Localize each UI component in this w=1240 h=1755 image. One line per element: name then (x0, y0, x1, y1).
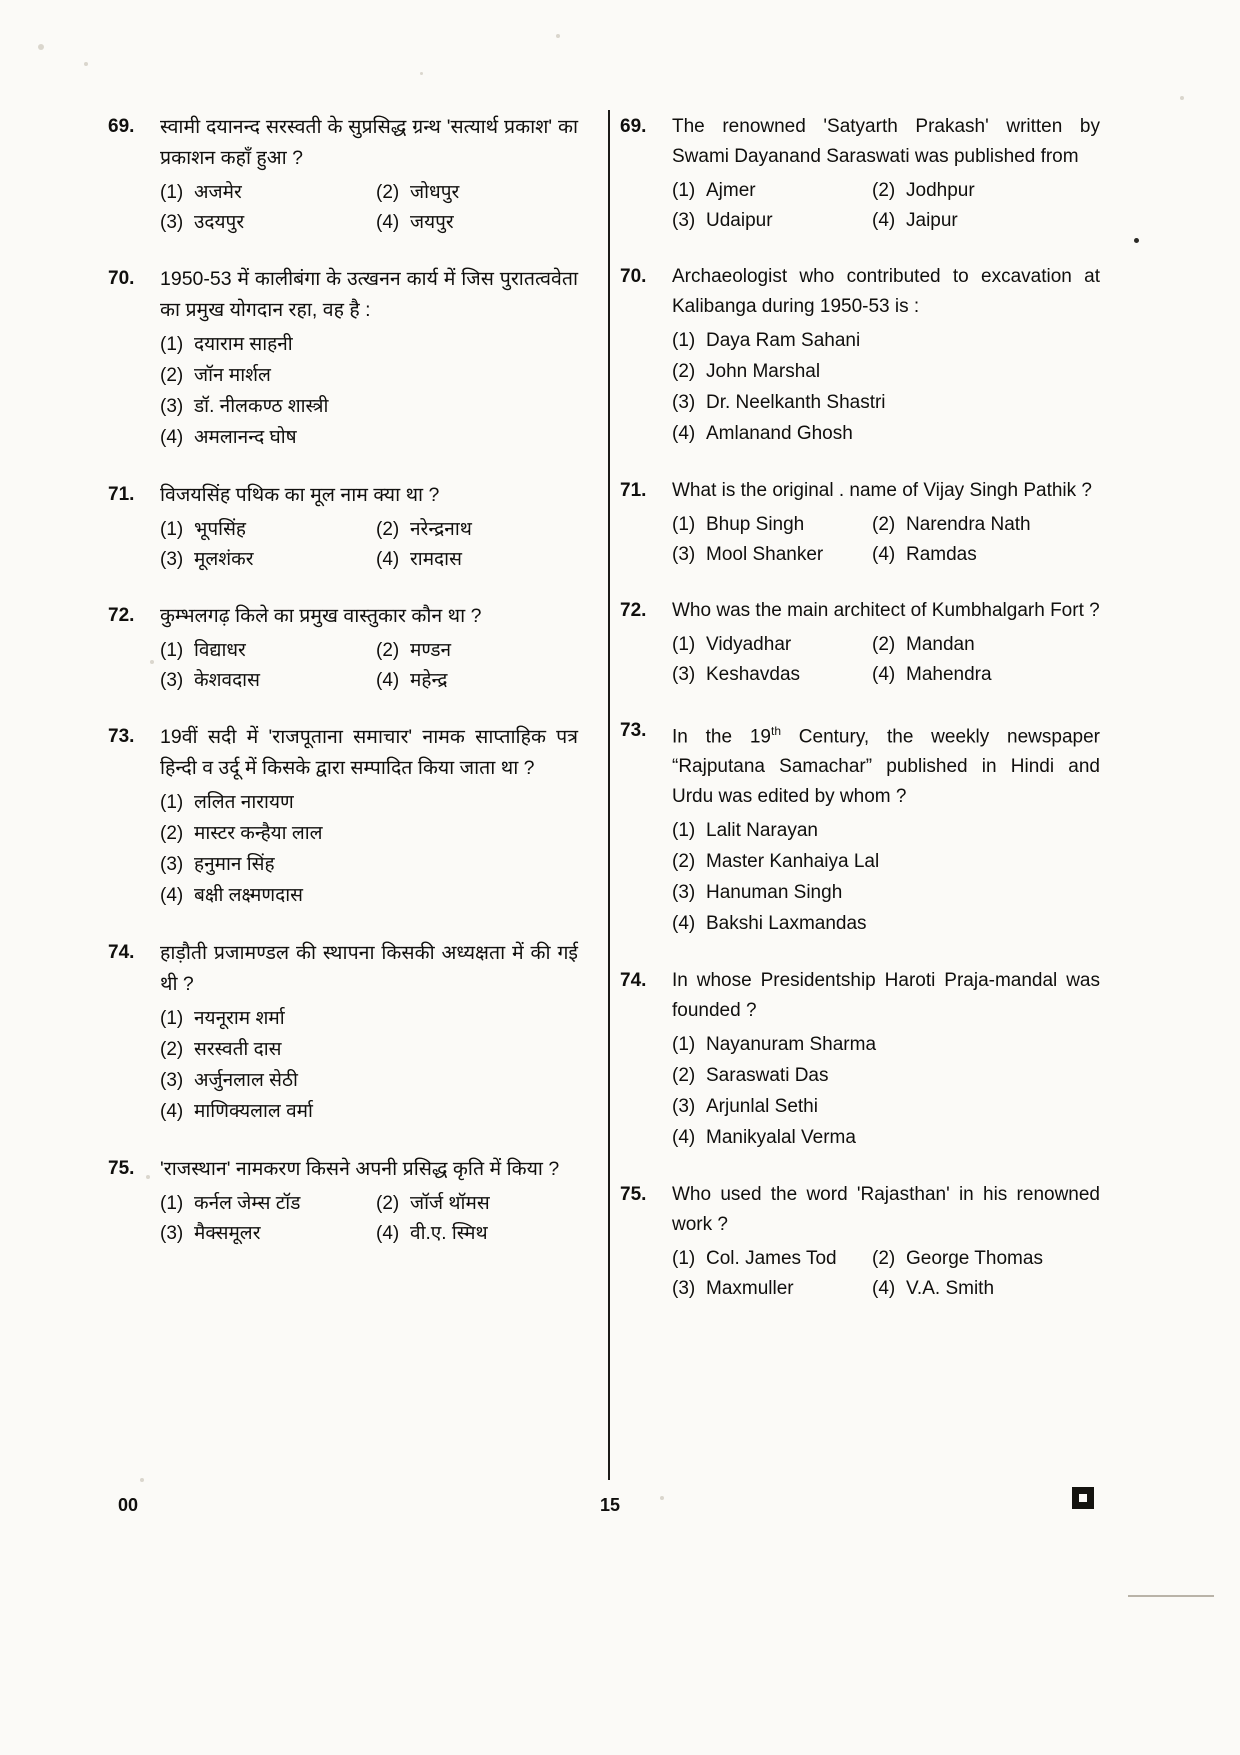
question-stem: Who was the main architect of Kumbhalgarh Fort ? (672, 600, 1100, 621)
option-text: Saraswati Das (706, 1065, 829, 1087)
option-3[interactable] (672, 878, 842, 908)
option-label: (2) (672, 851, 696, 873)
question-number: 69. (620, 116, 647, 137)
option-4[interactable] (872, 206, 958, 236)
option-label: (4) (672, 1127, 696, 1149)
option-2[interactable] (872, 1244, 1043, 1274)
option-text: रामदास (410, 549, 462, 570)
option-1[interactable] (672, 510, 872, 540)
question-stem: 'राजस्थान' नामकरण किसने अपनी प्रसिद्ध कृति में किया ? (160, 1158, 560, 1180)
option-text: महेन्द्र (410, 670, 448, 691)
option-text: John Marshal (706, 361, 821, 382)
question-70-hindi (108, 264, 578, 454)
option-text: हनुमान सिंह (194, 854, 275, 875)
option-text: मैक्समूलर (194, 1223, 261, 1244)
option-text: George Thomas (906, 1248, 1043, 1270)
option-label: (4) (672, 423, 696, 444)
column-divider (608, 110, 610, 1480)
question-number: 73. (108, 726, 135, 747)
option-label: (3) (160, 212, 184, 233)
question-stem: कुम्भलगढ़ किले का प्रमुख वास्तुकार कौन था ? (160, 605, 482, 627)
option-3[interactable] (672, 388, 886, 418)
option-text: कर्नल जेम्स टॉड (194, 1193, 301, 1214)
question-72-hindi (108, 601, 578, 696)
question-stem (672, 716, 1100, 812)
option-label: (1) (672, 330, 696, 351)
option-label: (4) (872, 664, 896, 685)
option-label: (3) (160, 396, 184, 417)
option-1[interactable] (160, 1189, 376, 1219)
option-text: दयाराम साहनी (194, 334, 293, 355)
option-4[interactable] (376, 666, 447, 696)
option-text: Bakshi Laxmandas (706, 913, 867, 935)
option-1[interactable] (672, 630, 872, 660)
option-text: Master Kanhaiya Lal (706, 851, 880, 873)
option-text: अर्जुनलाल सेठी (194, 1070, 298, 1091)
option-4[interactable] (160, 423, 297, 453)
option-text: माणिक्यलाल वर्मा (194, 1101, 313, 1122)
option-text: Nayanuram Sharma (706, 1034, 877, 1056)
question-number: 71. (108, 484, 135, 505)
option-1[interactable] (160, 788, 294, 818)
option-3[interactable] (672, 540, 872, 570)
options-list (160, 788, 578, 912)
option-label: (3) (160, 670, 184, 691)
option-4[interactable] (160, 881, 303, 911)
option-label: (2) (672, 1065, 696, 1087)
option-text: मास्टर कन्हैया लाल (194, 823, 323, 844)
option-text: Hanuman Singh (706, 882, 843, 904)
question-number: 69. (108, 116, 135, 137)
option-2[interactable] (160, 361, 271, 391)
option-3[interactable] (160, 1219, 376, 1249)
question-stem: Archaeologist who contributed to excavation at Kalibanga during 1950-53 is : (672, 266, 1100, 317)
option-label: (3) (672, 544, 696, 565)
option-label: (2) (160, 365, 184, 386)
option-label: (3) (672, 1278, 696, 1300)
options-list (160, 330, 578, 454)
question-number: 74. (620, 970, 647, 992)
end-marker-icon (1072, 1487, 1094, 1509)
option-label: (2) (872, 180, 896, 201)
option-1[interactable] (160, 330, 293, 360)
option-label: (4) (872, 544, 896, 565)
option-label: (3) (672, 210, 696, 231)
option-text: भूपसिंह (194, 519, 247, 540)
option-2[interactable] (160, 819, 323, 849)
option-text: सरस्वती दास (194, 1039, 282, 1060)
option-text: बक्षी लक्ष्मणदास (194, 885, 303, 906)
option-text: डॉ. नीलकण्ठ शास्त्री (194, 396, 329, 417)
option-3[interactable] (672, 206, 872, 236)
question-number: 75. (620, 1184, 647, 1206)
option-text: Mool Shanker (706, 544, 824, 565)
question-stem: 1950-53 में कालीबंगा के उत्खनन कार्य में जिस पुरातत्ववेता का प्रमुख योगदान रहा, वह है : (160, 268, 578, 321)
scan-speck (140, 1478, 144, 1482)
option-text: उदयपुर (194, 212, 245, 233)
option-3[interactable] (160, 208, 376, 238)
question-number: 70. (108, 268, 135, 289)
option-4[interactable] (376, 545, 462, 575)
question-number: 71. (620, 480, 647, 501)
option-2[interactable] (160, 1035, 281, 1065)
scan-speck (1180, 96, 1184, 100)
option-2[interactable] (376, 178, 459, 208)
question-75-english (620, 1180, 1100, 1304)
option-label: (1) (672, 1248, 696, 1270)
stem-part-post: Century, the weekly newspaper “Rajputana Samachar” published in Hindi and Urdu was edited by whom ? (672, 726, 1100, 808)
option-label: (2) (376, 519, 400, 540)
option-label: (4) (376, 212, 400, 233)
option-1[interactable] (160, 636, 376, 666)
stem-ordinal-suffix: th (770, 724, 781, 738)
option-text: Lalit Narayan (706, 820, 818, 842)
question-stem: In whose Presidentship Haroti Praja-mandal was founded ? (672, 970, 1100, 1022)
option-label: (4) (160, 1101, 184, 1122)
option-text: मूलशंकर (194, 549, 254, 570)
option-3[interactable] (672, 660, 872, 690)
option-2[interactable] (672, 847, 879, 877)
question-70-english (620, 262, 1100, 450)
question-74-hindi (108, 938, 578, 1128)
option-2[interactable] (872, 176, 975, 206)
option-text: जॉर्ज थॉमस (410, 1193, 490, 1214)
option-2[interactable] (872, 510, 1031, 540)
option-label: (4) (376, 670, 400, 691)
option-2[interactable] (376, 636, 451, 666)
option-label: (1) (672, 634, 696, 655)
options-list (672, 630, 1100, 690)
option-label: (1) (160, 334, 184, 355)
option-text: नयनूराम शर्मा (194, 1008, 285, 1029)
option-label: (3) (160, 1070, 184, 1091)
option-text: केशवदास (194, 670, 260, 691)
option-label: (4) (376, 1223, 400, 1244)
option-label: (3) (160, 549, 184, 570)
options-list (672, 816, 1100, 940)
question-number: 73. (620, 720, 647, 741)
option-label: (2) (160, 1039, 184, 1060)
option-1[interactable] (672, 816, 818, 846)
option-3[interactable] (160, 850, 275, 880)
question-number: 75. (108, 1158, 135, 1179)
option-text: ललित नारायण (194, 792, 294, 813)
option-1[interactable] (672, 1030, 876, 1060)
question-number: 72. (108, 605, 135, 626)
stem-part-pre: In the (672, 726, 750, 748)
option-4[interactable] (872, 1274, 994, 1304)
option-label: (3) (160, 1223, 184, 1244)
option-4[interactable] (376, 208, 454, 238)
question-stem: 19वीं सदी में 'राजपूताना समाचार' नामक साप्ताहिक पत्र हिन्दी व उर्दू में किसके द्वारा सम्पादित किया जाता था ? (160, 726, 578, 779)
question-stem: The renowned 'Satyarth Prakash' written by Swami Dayanand Saraswati was published from (672, 116, 1100, 167)
option-2[interactable] (376, 1189, 490, 1219)
options-list (160, 515, 578, 575)
option-3[interactable] (672, 1092, 818, 1122)
options-list (672, 1030, 1100, 1154)
option-label: (2) (872, 514, 896, 535)
page-footer (0, 1495, 1240, 1525)
option-label: (2) (376, 182, 400, 203)
option-1[interactable] (160, 178, 376, 208)
option-3[interactable] (160, 666, 376, 696)
question-number: 72. (620, 600, 647, 621)
option-4[interactable] (376, 1219, 488, 1249)
option-text: नरेन्द्रनाथ (410, 519, 472, 540)
stem-century-number: 19 (749, 726, 771, 748)
option-2[interactable] (672, 1061, 829, 1091)
options-list (672, 176, 1100, 236)
scan-speck (84, 62, 88, 66)
option-text: Jodhpur (906, 180, 975, 201)
option-3[interactable] (160, 545, 376, 575)
option-label: (4) (672, 913, 696, 935)
option-4[interactable] (672, 1123, 856, 1153)
booklet-code: 00 (118, 1495, 139, 1515)
option-label: (1) (672, 1034, 696, 1056)
option-text: विद्याधर (194, 640, 246, 661)
option-label: (3) (672, 1096, 696, 1118)
options-list (672, 1244, 1100, 1304)
option-text: Mandan (906, 634, 975, 655)
english-column (620, 112, 1100, 1330)
option-1[interactable] (672, 326, 860, 356)
option-text: जॉन मार्शल (194, 365, 271, 386)
hindi-column (108, 112, 578, 1275)
question-72-english (620, 596, 1100, 690)
option-text: Udaipur (706, 210, 773, 231)
option-label: (4) (160, 885, 184, 906)
option-text: अमलानन्द घोष (194, 427, 297, 448)
options-list (160, 636, 578, 696)
option-text: वी.ए. स्मिथ (410, 1223, 488, 1244)
question-stem: हाड़ौती प्रजामण्डल की स्थापना किसकी अध्यक्षता में की गई थी ? (160, 942, 578, 995)
scan-speck (420, 72, 423, 75)
option-label: (4) (160, 427, 184, 448)
option-label: (2) (872, 634, 896, 655)
option-label: (2) (376, 640, 400, 661)
option-text: मण्डन (410, 640, 452, 661)
question-69-english (620, 112, 1100, 236)
options-list (160, 1004, 578, 1128)
option-text: Vidyadhar (706, 634, 792, 655)
option-text: V.A. Smith (906, 1278, 995, 1300)
option-text: Jaipur (906, 210, 958, 231)
option-label: (1) (160, 640, 184, 661)
option-label: (3) (672, 882, 696, 904)
option-4[interactable] (672, 419, 853, 449)
question-71-hindi (108, 480, 578, 575)
option-4[interactable] (672, 909, 867, 939)
question-stem: स्वामी दयानन्द सरस्वती के सुप्रसिद्ध ग्रन्थ 'सत्यार्थ प्रकाश' का प्रकाशन कहाँ हुआ ? (160, 116, 578, 169)
question-number: 74. (108, 942, 135, 963)
options-list (672, 510, 1100, 570)
option-1[interactable] (160, 515, 376, 545)
option-label: (1) (160, 1193, 184, 1214)
option-label: (1) (160, 792, 184, 813)
option-text: Ajmer (706, 180, 756, 201)
option-text: Ramdas (906, 544, 977, 565)
options-list (160, 178, 578, 238)
option-text: Bhup Singh (706, 514, 805, 535)
scan-speck (38, 44, 44, 50)
option-label: (1) (160, 519, 184, 540)
question-stem: विजयसिंह पथिक का मूल नाम क्या था ? (160, 484, 440, 506)
option-label: (2) (872, 1248, 896, 1270)
option-label: (4) (872, 1278, 896, 1300)
option-3[interactable] (160, 392, 328, 422)
option-text: जोधपुर (410, 182, 460, 203)
question-stem: What is the original . name of Vijay Singh Pathik ? (672, 480, 1092, 501)
option-text: Dr. Neelkanth Shastri (706, 392, 886, 413)
option-text: Manikyalal Verma (706, 1127, 856, 1149)
option-1[interactable] (160, 1004, 285, 1034)
option-2[interactable] (872, 630, 975, 660)
option-label: (2) (160, 823, 184, 844)
option-2[interactable] (376, 515, 472, 545)
question-75-hindi (108, 1154, 578, 1249)
option-4[interactable] (872, 540, 977, 570)
option-3[interactable] (672, 1274, 872, 1304)
question-stem: Who used the word 'Rajasthan' in his renowned work ? (672, 1184, 1100, 1236)
scan-speck (556, 34, 560, 38)
option-label: (3) (672, 664, 696, 685)
option-label: (1) (672, 820, 696, 842)
option-label: (1) (160, 182, 184, 203)
option-1[interactable] (672, 176, 872, 206)
options-list (672, 326, 1100, 450)
option-text: Col. James Tod (706, 1248, 837, 1270)
question-69-hindi (108, 112, 578, 238)
option-text: जयपुर (410, 212, 454, 233)
option-label: (2) (672, 361, 696, 382)
option-4[interactable] (872, 660, 992, 690)
option-label: (3) (160, 854, 184, 875)
option-text: अजमेर (194, 182, 242, 203)
option-3[interactable] (160, 1066, 298, 1096)
option-text: Amlanand Ghosh (706, 423, 853, 444)
options-list (160, 1189, 578, 1249)
question-74-english (620, 966, 1100, 1154)
option-text: Maxmuller (706, 1278, 794, 1300)
option-text: Narendra Nath (906, 514, 1031, 535)
question-73-english (620, 716, 1100, 940)
question-71-english (620, 476, 1100, 570)
scan-speck (1134, 238, 1139, 243)
scan-edge-mark (1128, 1595, 1214, 1597)
option-label: (1) (672, 514, 696, 535)
option-text: Daya Ram Sahani (706, 330, 861, 351)
option-label: (2) (376, 1193, 400, 1214)
option-2[interactable] (672, 357, 820, 387)
page-number: 15 (600, 1495, 621, 1515)
option-label: (4) (376, 549, 400, 570)
option-label: (4) (872, 210, 896, 231)
question-73-hindi (108, 722, 578, 912)
option-label: (1) (672, 180, 696, 201)
option-label: (1) (160, 1008, 184, 1029)
option-label: (3) (672, 392, 696, 413)
question-number: 70. (620, 266, 647, 287)
option-1[interactable] (672, 1244, 872, 1274)
option-text: Keshavdas (706, 664, 801, 685)
option-4[interactable] (160, 1097, 313, 1127)
option-text: Mahendra (906, 664, 992, 685)
option-text: Arjunlal Sethi (706, 1096, 818, 1118)
